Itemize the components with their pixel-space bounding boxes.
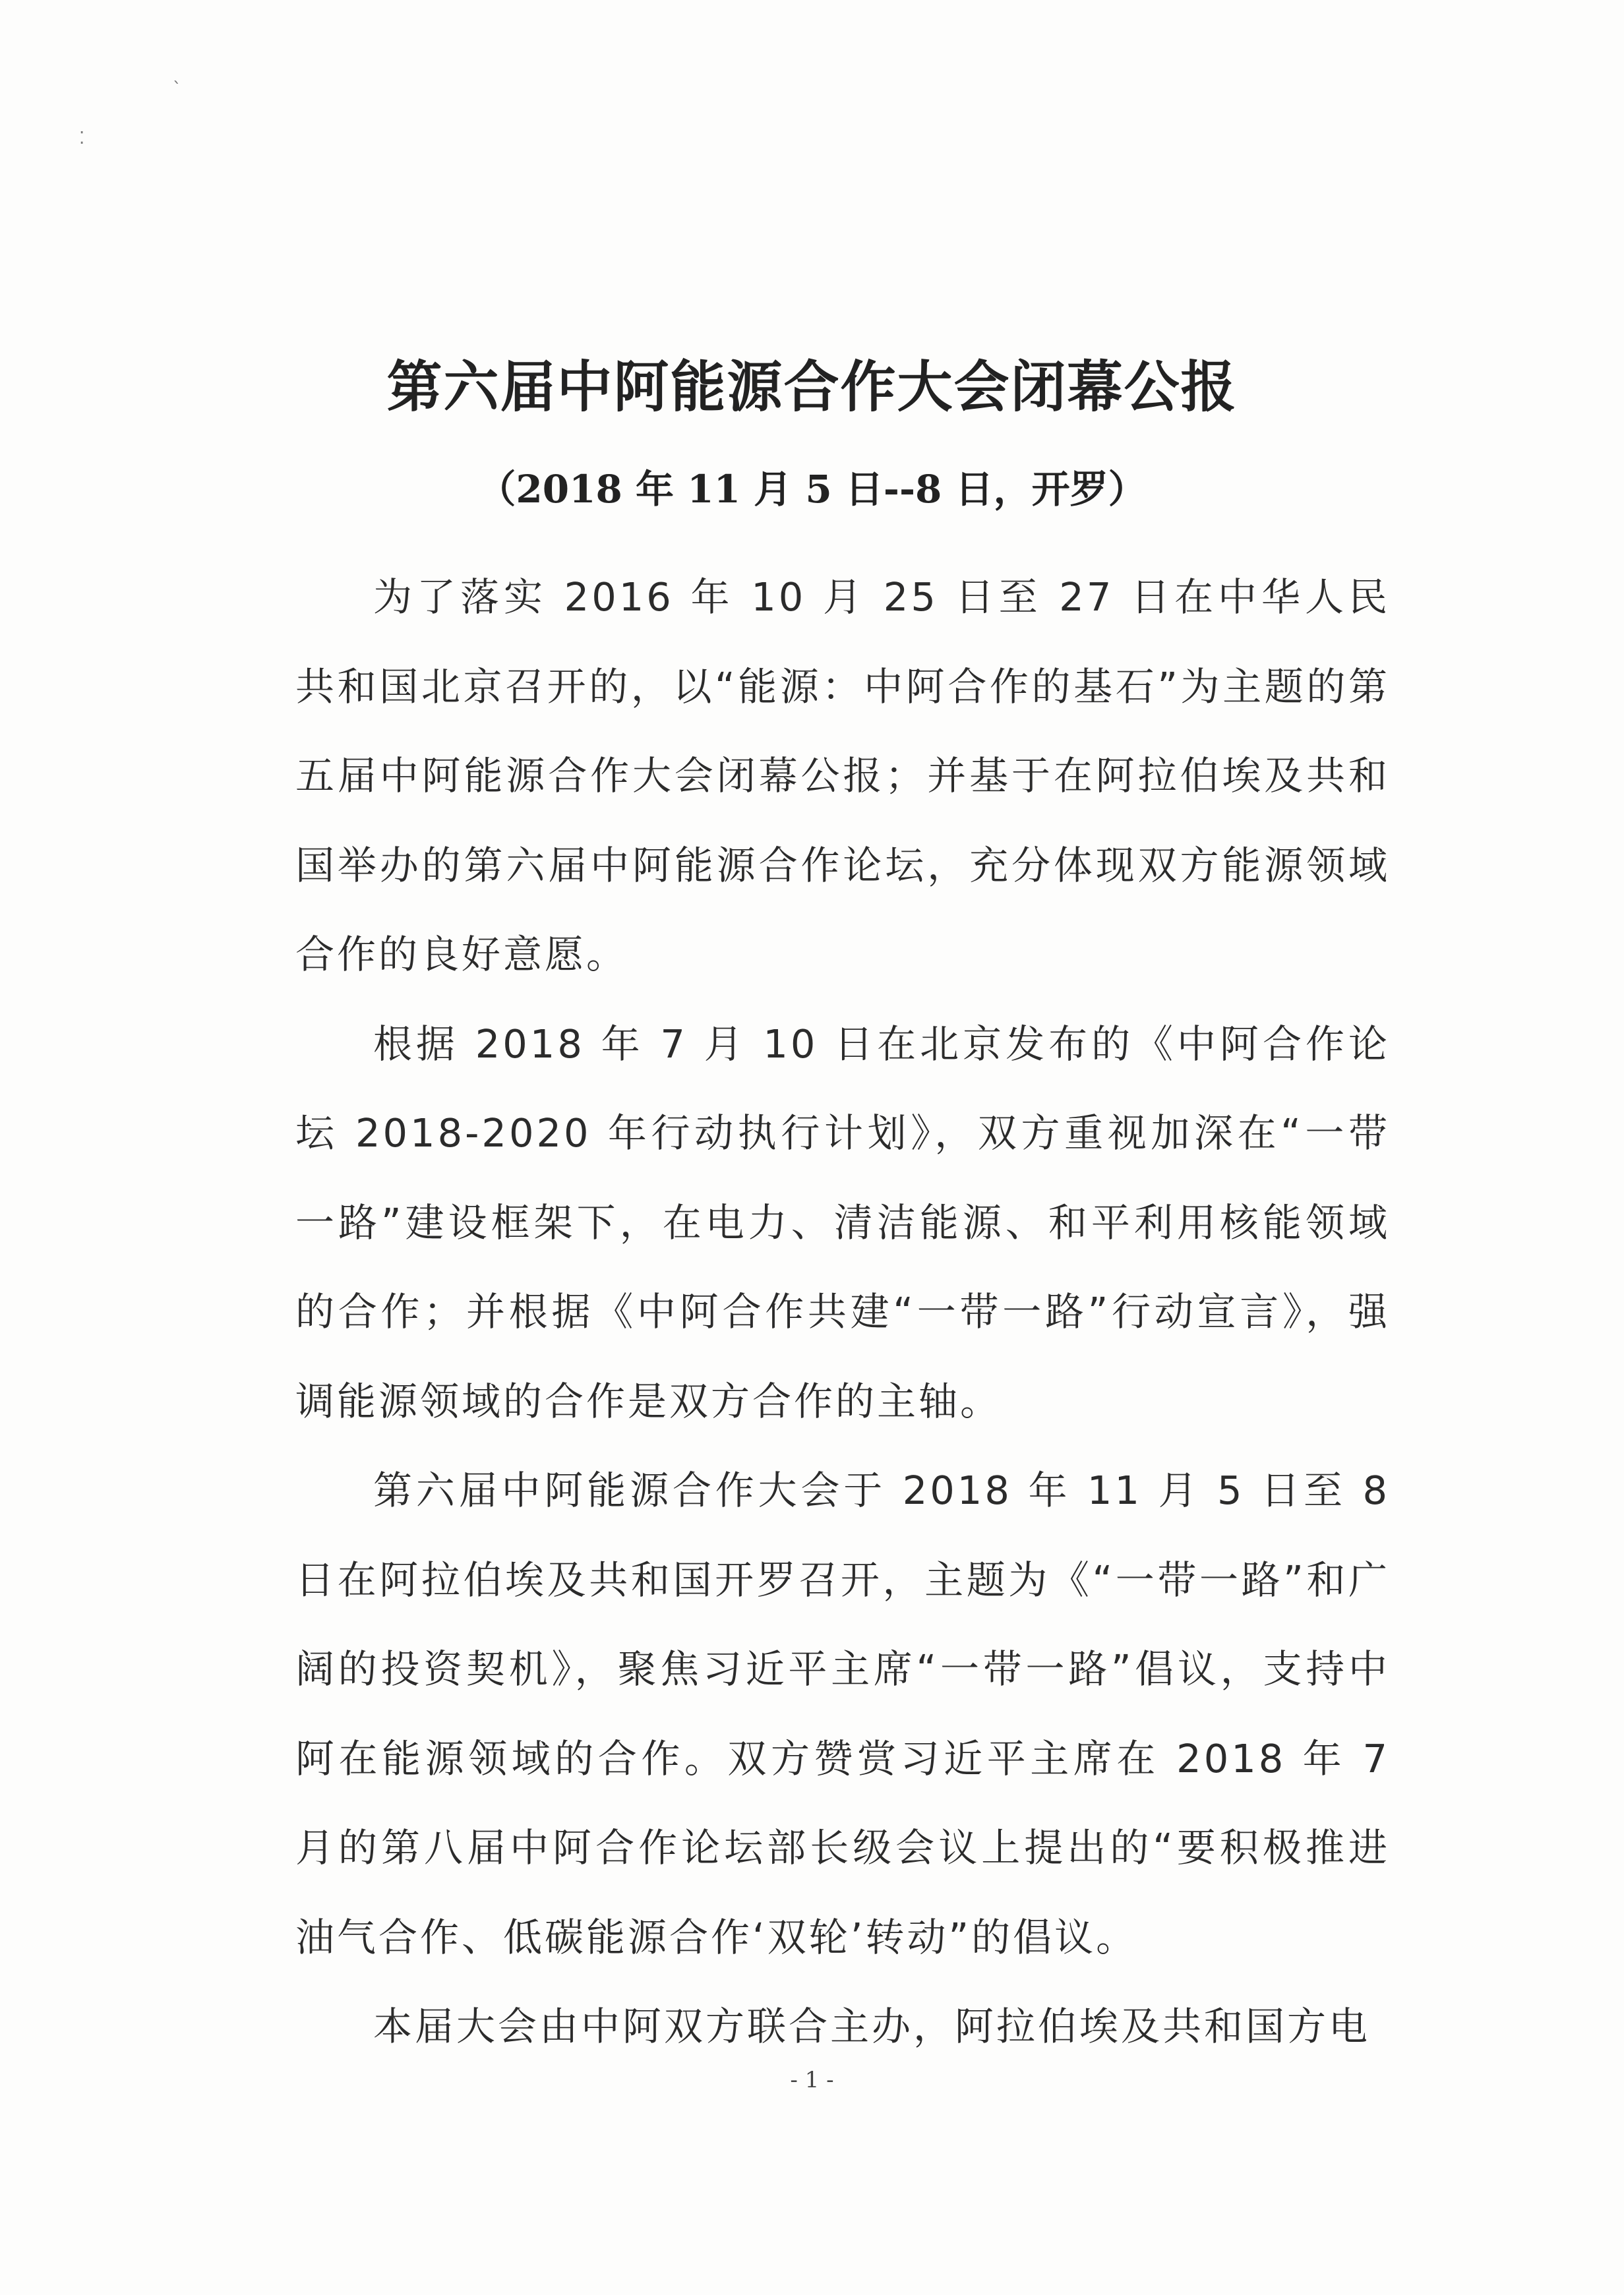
document-body: [295, 552, 1390, 2071]
page-number: - 1 -: [790, 2067, 834, 2093]
paragraph-1: 为了落实 2016 年 10 月 25 日至 27 日在中华人民共和国北京召开的，以“能源：中阿合作的基石”为主题的第五届中阿能源合作大会闭幕公报；并基于在阿拉伯埃及共和国举办的第六届中阿能源合作论坛，充分体现双方能源领域合作的良好意愿。: [295, 574, 1390, 977]
paragraph-2: 根据 2018 年 7 月 10 日在北京发布的《中阿合作论坛 2018-2020 年行动执行计划》，双方重视加深在“一带一路”建设框架下，在电力、清洁能源、和平利用核能领域的合作；并根据《中阿合作共建“一带一路”行动宣言》，强调能源领域的合作是双方合作的主轴。: [295, 1021, 1390, 1424]
document-title: 第六届中阿能源合作大会闭幕公报: [386, 354, 1238, 419]
scan-artifact-mark: ˋ: [173, 79, 181, 99]
document-subtitle: （2018 年 11 月 5 日--8 日，开罗）: [477, 467, 1147, 512]
paragraph-3: 第六届中阿能源合作大会于 2018 年 11 月 5 日至 8 日在阿拉伯埃及共和国开罗召开，主题为《“一带一路”和广阔的投资契机》，聚焦习近平主席“一带一路”倡议，支持中阿在能源领域的合作。双方赞赏习近平主席在 2018 年 7 月的第八届中阿合作论坛部长级会议上提出的“要积极推进油气合作、低碳能源合作‘双轮’转动”的倡议。: [295, 1468, 1390, 1960]
paragraph-4: 本届大会由中阿双方联合主办，阿拉伯埃及共和国方电: [373, 2004, 1371, 2049]
scan-artifact-mark: ⁚: [79, 129, 85, 148]
